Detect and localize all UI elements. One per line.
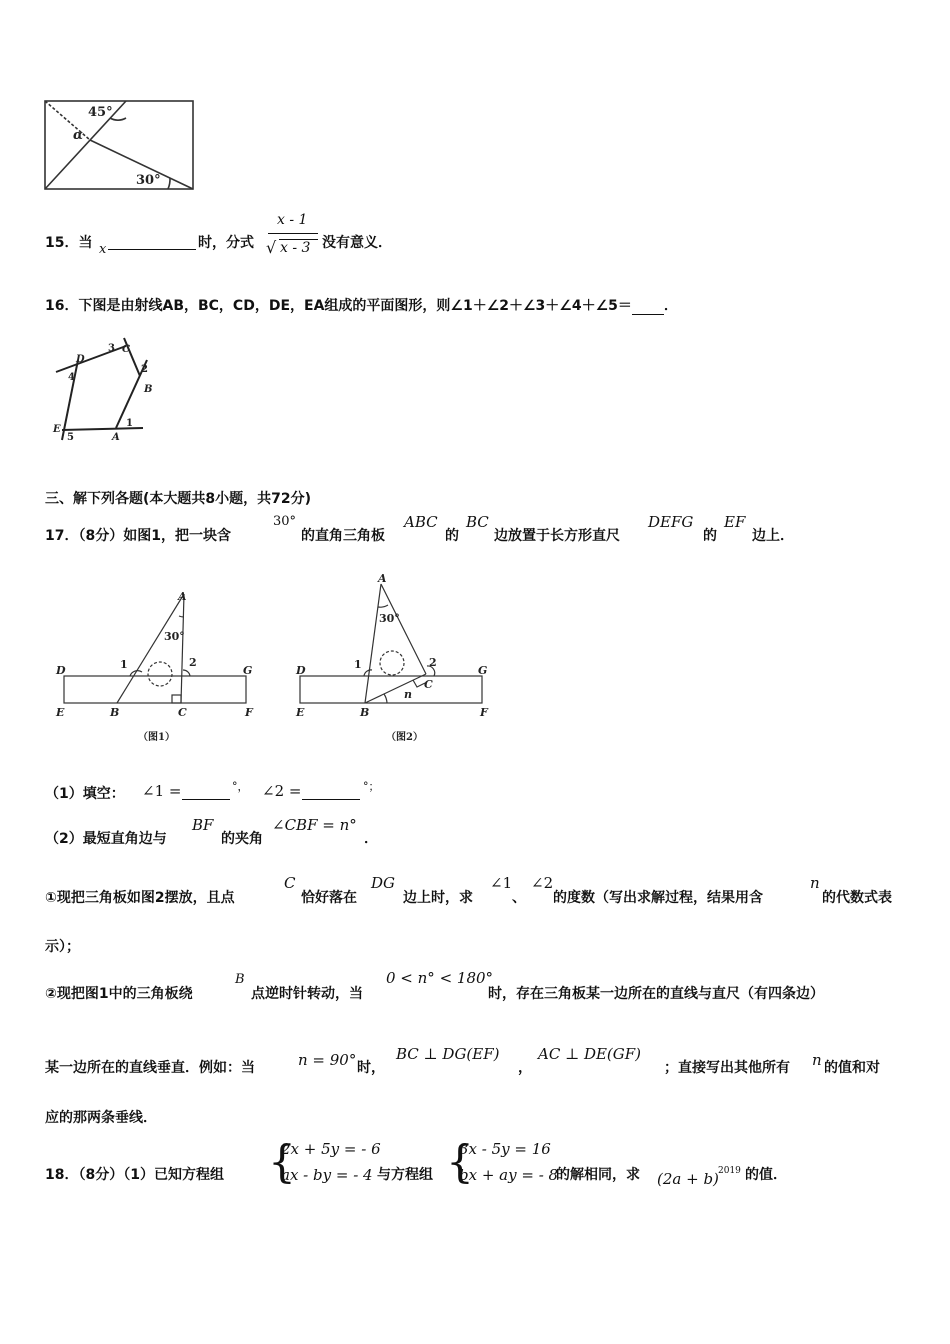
q17-part1	[0, 780, 950, 804]
q16-label-1: 1	[126, 418, 133, 429]
q17-p2-label: （2）最短直角边与	[45, 831, 167, 847]
section3-title: 三、解下列各题(本大题共8小题，共72分)	[45, 491, 312, 507]
q17-deg30: 30°	[273, 514, 297, 529]
q16-label-B: B	[144, 384, 153, 395]
q17-c1-n: n	[810, 874, 820, 892]
q15-var-x: x	[99, 242, 107, 257]
q17-intro	[0, 510, 950, 546]
q14-label-30: 30°	[136, 173, 161, 188]
fig2-label-C: C	[424, 678, 433, 691]
q17-c3-d: 的值和对	[824, 1060, 880, 1076]
q15-sqrt-sign: √	[266, 238, 277, 257]
q15-mid-text: 时，分式	[198, 235, 254, 251]
q17-c4: 应的那两条垂线．	[45, 1110, 157, 1126]
q17-figure-1	[50, 570, 265, 745]
q18	[0, 1136, 950, 1196]
q17-case1	[0, 872, 950, 908]
q17-c2-b: 点逆时针转动，当	[251, 986, 363, 1002]
q18-sys2-brace: {	[446, 1137, 474, 1188]
fig2-ruler	[300, 676, 482, 703]
q16-ray-CD	[56, 346, 126, 372]
fig1-label-30: 30°	[164, 630, 185, 643]
fig1-label-D: D	[56, 664, 66, 677]
q16-label-3: 3	[108, 343, 115, 354]
fig2-label-B: B	[360, 706, 370, 719]
q15-radicand: x - 3	[280, 240, 311, 256]
q17-t5: 的	[703, 528, 717, 544]
q17-c3-perp1: BC ⊥ DG(EF)	[396, 1045, 500, 1063]
q17-case2	[0, 966, 950, 1002]
q17-p1-ang1: ∠1 =	[142, 782, 182, 800]
fig2-label-30: 30°	[379, 612, 400, 625]
q18-sys1	[281, 1136, 381, 1188]
q18-sys2	[459, 1136, 558, 1188]
q17-c3-comma: ，	[518, 1060, 532, 1076]
q16-end: ．	[663, 298, 678, 314]
q18-exp: 2019	[718, 1166, 741, 1176]
q17-c1-a: ①现把三角板如图2摆放，且点	[45, 890, 235, 906]
fig2-label-D: D	[296, 664, 306, 677]
q15-numerator: x - 1	[277, 212, 308, 228]
q17-c1-ang2: ∠2	[531, 874, 554, 892]
q18-t3: 的解相同，求	[556, 1167, 640, 1183]
q17-case2-line2	[0, 1040, 950, 1076]
q17-p1-blank2[interactable]	[302, 785, 360, 800]
q15-fraction-bar	[268, 233, 318, 234]
q16-label-5: 5	[67, 432, 74, 443]
q18-t2: 与方程组	[377, 1167, 433, 1183]
fig1-label-B: B	[110, 706, 120, 719]
q17-c2-a: ②现把图1中的三角板绕	[45, 986, 193, 1002]
q16-label-A: A	[112, 432, 120, 443]
q17-c2-B: B	[235, 972, 245, 987]
q18-sys1-brace: {	[268, 1137, 296, 1188]
q16	[45, 295, 678, 315]
q17-DEFG: DEFG	[648, 513, 694, 531]
q17-p1-label: （1）填空：	[45, 786, 125, 802]
q17-EF: EF	[724, 513, 746, 531]
q14-label-45: 45°	[88, 105, 113, 120]
q17-c1-sep: 、	[512, 890, 526, 906]
q18-expr: (2a + b)	[657, 1170, 719, 1188]
q17-p2-end: ．	[364, 831, 378, 847]
fig2-label-n: n	[404, 688, 412, 701]
q17-p2-mid: 的夹角	[221, 831, 263, 847]
q17-ABC: ABC	[404, 513, 438, 531]
fig1-caption: （图1）	[138, 732, 175, 743]
fig1-label-2: 2	[189, 656, 197, 669]
fig2-arc-1	[364, 670, 372, 676]
fig1-side-AC	[181, 594, 184, 703]
q15-blank[interactable]	[108, 235, 196, 250]
q17-t2: 的直角三角板	[301, 528, 385, 544]
q17-c1-ang1: ∠1	[490, 874, 513, 892]
q17-c1-C: C	[284, 874, 296, 892]
q17-c3-b: 时，	[357, 1060, 385, 1076]
q17-c3-perp2: AC ⊥ DE(GF)	[538, 1045, 642, 1063]
fig1-ruler	[64, 676, 246, 703]
q18-sys2-line1: 3x - 5y = 16	[459, 1140, 551, 1158]
q17-p1-ang2: ∠2 =	[262, 782, 302, 800]
q17-c1-DG: DG	[371, 874, 396, 892]
q17-p1-deg1: °，	[232, 780, 249, 793]
q17-c1-d: 的度数（写出求解过程，结果用含	[553, 890, 763, 906]
q17-p1-deg2: °；	[363, 780, 380, 793]
q17-c1-b: 恰好落在	[301, 890, 357, 906]
q18-t1: 18．（8分）（1）已知方程组	[45, 1167, 224, 1183]
fig1-label-E: E	[56, 706, 65, 719]
q14-figure	[40, 96, 200, 196]
q18-sys1-line2: ax - by = - 4	[281, 1166, 373, 1184]
q16-label-E: E	[53, 424, 61, 435]
fig2-label-G: G	[478, 664, 488, 677]
q17-c3-n: n	[812, 1051, 822, 1069]
fig1-side-AB	[117, 594, 184, 703]
q16-label-C: C	[122, 344, 130, 355]
fig2-side-AB	[365, 584, 381, 703]
q16-blank[interactable]	[632, 300, 664, 315]
fig1-label-1: 1	[120, 658, 128, 671]
fig1-label-G: G	[243, 664, 253, 677]
fig2-label-E: E	[296, 706, 305, 719]
q15	[45, 232, 92, 252]
q17-c3-a: 某一边所在的直线垂直．例如：当	[45, 1060, 255, 1076]
q18-t4: 的值．	[745, 1167, 787, 1183]
fig1-label-A: A	[178, 590, 187, 603]
q17-p1-blank1[interactable]	[182, 785, 230, 800]
fig1-circle	[148, 662, 172, 686]
q17-c2-c: 时，存在三角板某一边所在的直线与直尺（有四条边）	[488, 986, 824, 1002]
q18-sys2-line2: bx + ay = - 8	[459, 1166, 559, 1184]
q17-t4: 边放置于长方形直尺	[494, 528, 620, 544]
fig2-arc-n	[384, 694, 387, 703]
fig2-label-2: 2	[429, 656, 437, 669]
q15-number: 15．当	[45, 235, 93, 251]
fig2-label-A: A	[378, 572, 387, 585]
fig1-arc-2	[183, 670, 190, 676]
q18-sys1-line1: 2x + 5y = - 6	[281, 1140, 381, 1158]
fig1-label-C: C	[178, 706, 187, 719]
q14-hypotenuse	[45, 101, 126, 189]
q14-rectangle	[45, 101, 193, 189]
fig2-arc-30	[378, 605, 388, 607]
q17-t1: 17．（8分）如图1，把一块含	[45, 528, 231, 544]
q17-p2-BF: BF	[192, 816, 214, 834]
q16-label-4: 4	[68, 372, 75, 383]
fig1-right-angle	[172, 695, 181, 703]
q16-text: 16．下图是由射线AB，BC，CD，DE，EA组成的平面图形，则∠1＋∠2＋∠3＋∠4＋∠5＝	[45, 298, 632, 314]
q17-p2-expr: ∠CBF = n°	[272, 816, 357, 834]
q14-dashed-line	[45, 101, 90, 140]
q17-t3: 的	[445, 528, 459, 544]
fig2-label-F: F	[480, 706, 488, 719]
fig2-label-1: 1	[354, 658, 362, 671]
q17-c1-c: 边上时，求	[403, 890, 473, 906]
q14-label-alpha: α	[73, 128, 84, 143]
q17-c3-n90: n = 90°	[298, 1051, 357, 1069]
q17-c2-range: 0 < n° < 180°	[386, 969, 494, 987]
q17-figure-2	[292, 570, 507, 745]
q17-BC: BC	[466, 513, 489, 531]
q14-angle-arc-30	[168, 178, 170, 189]
q17-t6: 边上．	[752, 528, 794, 544]
q16-label-D: D	[76, 354, 85, 365]
fig2-caption: （图2）	[386, 732, 423, 743]
q16-label-2: 2	[141, 364, 148, 375]
fig2-circle	[380, 651, 404, 675]
q15-end-text: 没有意义．	[322, 235, 392, 251]
q17-c1-e: 的代数式表	[822, 890, 892, 906]
q16-figure	[48, 332, 153, 444]
fig2-side-BC	[365, 674, 426, 703]
q17-part2	[0, 814, 950, 850]
q17-c3-c: ；直接写出其他所有	[664, 1060, 790, 1076]
q17-c1-f: 示）；	[45, 939, 80, 955]
fig1-label-F: F	[245, 706, 253, 719]
